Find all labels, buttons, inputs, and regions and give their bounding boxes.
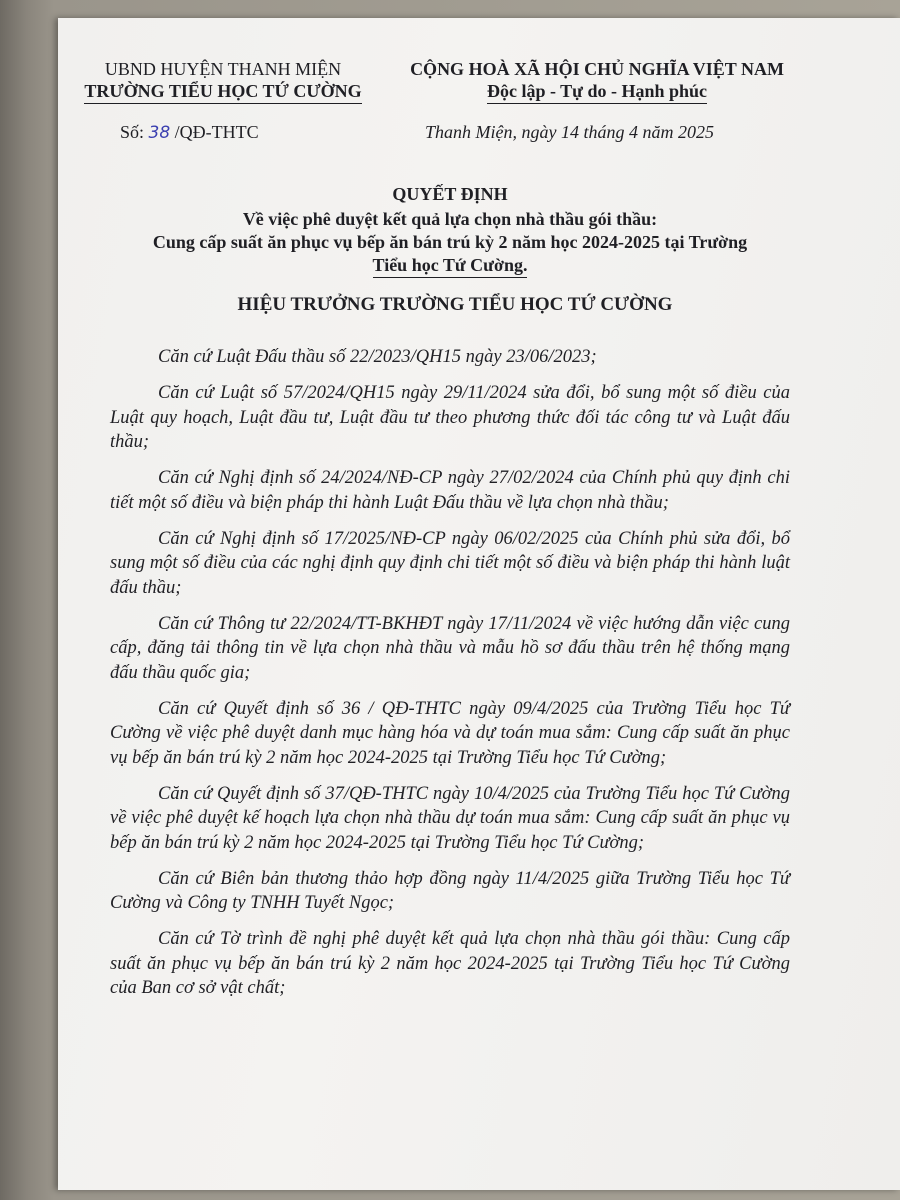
place-date: Thanh Miện, ngày 14 tháng 4 năm 2025 [425,122,714,142]
title-line-1: Về việc phê duyệt kết quả lựa chọn nhà thầu gói thầu: [242,209,658,229]
issuing-agency [78,58,368,104]
agency-school: TRƯỜNG TIỂU HỌC TỨ CƯỜNG [84,80,361,104]
decision-title [90,183,810,278]
title-line-2: Cung cấp suất ăn phục vụ bếp ăn bán trú kỳ 2 năm học 2024-2025 tại Trường [152,232,748,252]
country-name: CỘNG HOÀ XÃ HỘI CHỦ NGHĨA VIỆT NAM [410,59,784,79]
document-type: QUYẾT ĐỊNH [392,184,508,204]
title-line-3: Tiểu học Tứ Cường. [373,254,528,278]
national-motto: Độc lập - Tự do - Hạnh phúc [487,80,707,104]
issuing-authority: HIỆU TRƯỞNG TRƯỜNG TIỂU HỌC TỨ CƯỜNG [237,294,673,315]
basis-paragraph: Căn cứ Luật số 57/2024/QH15 ngày 29/11/2024 sửa đổi, bổ sung một số điều của Luật quy hoạch, Luật đầu tư, Luật đầu tư theo phương thức đối tác công tư và Luật đấu thầu; [110,383,790,452]
number-suffix: /QĐ-THTC [174,122,259,142]
legal-basis [110,345,790,1012]
basis-paragraph: Căn cứ Quyết định số 37/QĐ-THTC ngày 10/4/2025 của Trường Tiểu học Tứ Cường về việc phê duyệt kế hoạch lựa chọn nhà thầu dự toán mua sắm: Cung cấp suất ăn phục vụ bếp ăn bán trú kỳ 2 năm học 2024-2025 tại Trường Tiểu học Tứ Cường; [110,783,790,853]
number-prefix: Số: [120,122,145,142]
basis-paragraph: Căn cứ Nghị định số 17/2025/NĐ-CP ngày 06/02/2025 của Chính phủ sửa đổi, bổ sung một số điều của các nghị định quy định chi tiết một số điều và biện pháp thi hành luật đấu thầu; [110,528,790,598]
basis-paragraph: Căn cứ Tờ trình đề nghị phê duyệt kết quả lựa chọn nhà thầu gói thầu: Cung cấp suất ăn phục vụ bếp ăn bán trú kỳ 2 năm học 2024-2025 tại Trường Tiểu học Tứ Cường của Ban cơ sở vật chất; [110,929,790,998]
document-number [120,122,259,143]
basis-paragraph: Căn cứ Biên bản thương thảo hợp đồng ngày 11/4/2025 giữa Trường Tiểu học Tứ Cường và Công ty TNHH Tuyết Ngọc; [110,868,790,913]
basis-paragraph: Căn cứ Nghị định số 24/2024/NĐ-CP ngày 27/02/2024 của Chính phủ quy định chi tiết một số điều và biện pháp thi hành Luật Đấu thầu về lựa chọn nhà thầu; [110,468,790,513]
basis-paragraph: Căn cứ Thông tư 22/2024/TT-BKHĐT ngày 17/11/2024 về việc hướng dẫn việc cung cấp, đăng tải thông tin về lựa chọn nhà thầu và mẫu hồ sơ đấu thầu trên hệ thống mạng đấu thầu quốc gia; [110,613,790,683]
basis-paragraph: Căn cứ Luật Đấu thầu số 22/2023/QH15 ngày 23/06/2023; [158,347,597,367]
basis-paragraph: Căn cứ Quyết định số 36 / QĐ-THTC ngày 09/4/2025 của Trường Tiểu học Tứ Cường về việc phê duyệt danh mục hàng hóa và dự toán mua sắm: Cung cấp suất ăn phục vụ bếp ăn bán trú kỳ 2 năm học 2024-2025 tại Trường Tiểu học Tứ Cường; [110,698,790,768]
agency-parent: UBND HUYỆN THANH MIỆN [104,59,342,79]
national-header [352,58,842,104]
number-value: 38 [148,123,171,143]
